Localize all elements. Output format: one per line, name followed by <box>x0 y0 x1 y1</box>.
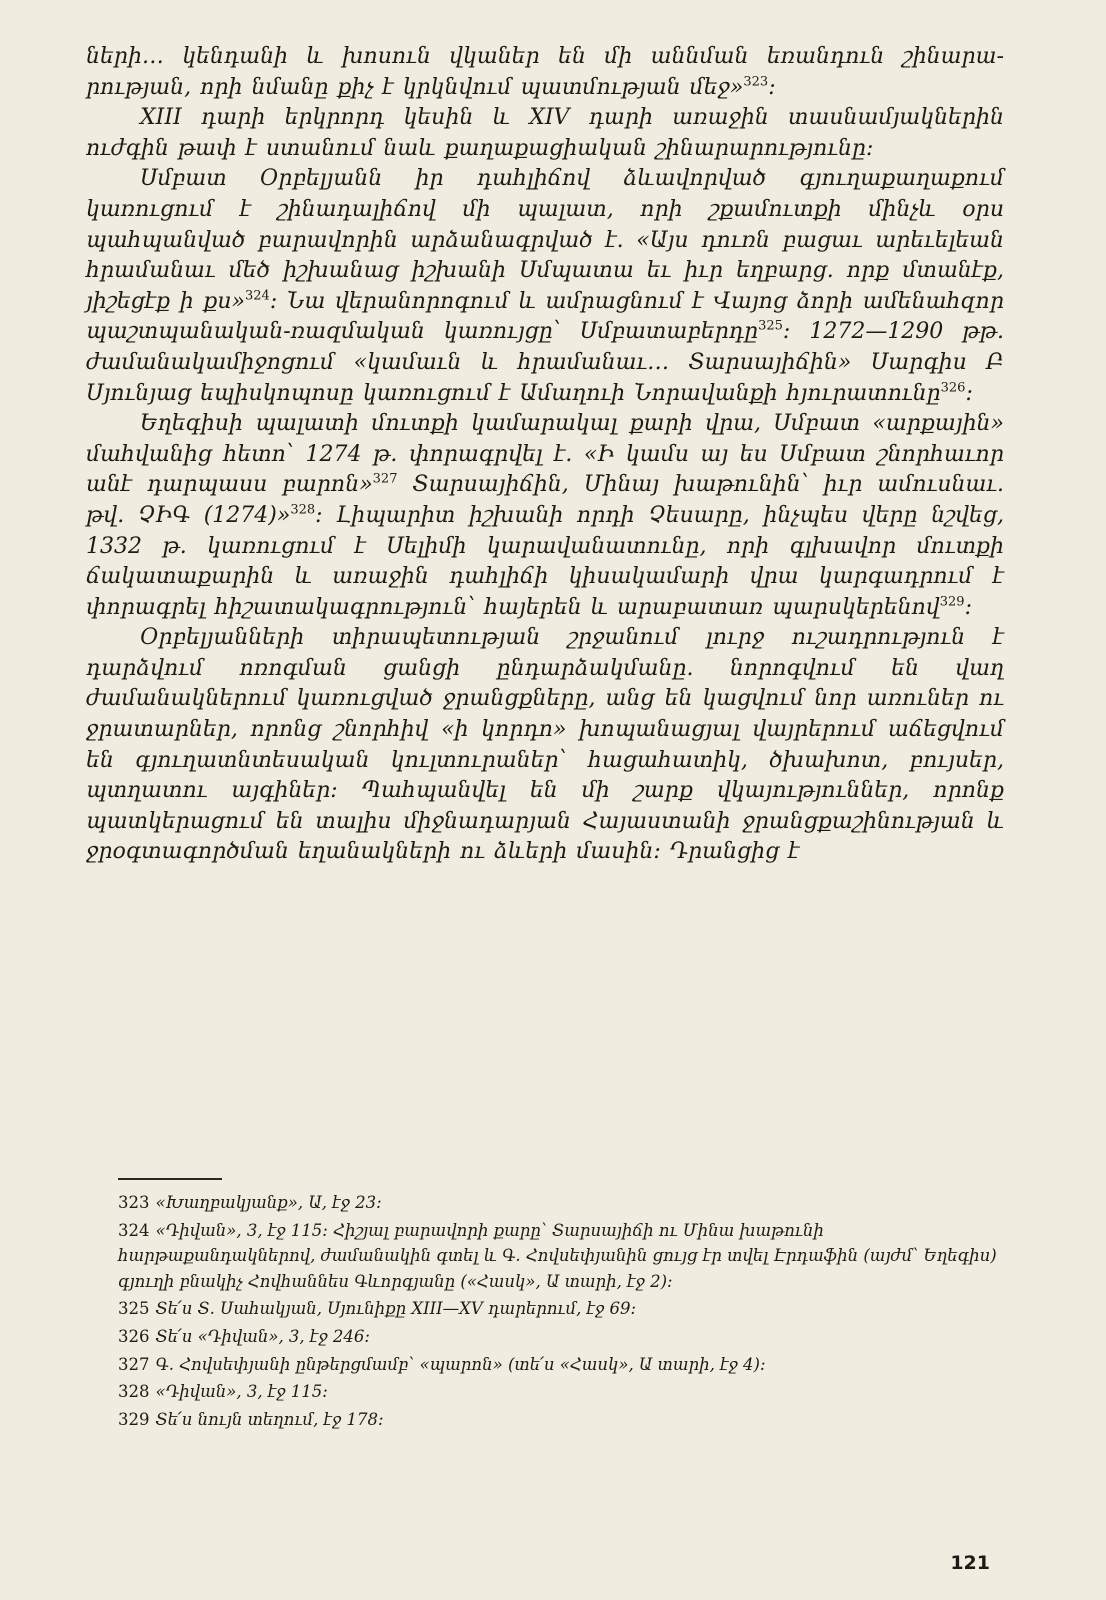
paragraph-text: ։ Լիպարիտ իշխանի որդի Չեսարը, ինչպես վերը նշվեց, 1332 թ. կառուցում է Սելիմի կարավանատունը, որի գլխավոր մուտքի ճակատաքարին և առաջին դահլիճի կիսակամարի վրա կարգադրում է փորագրել հիշատակագրություն՝ հայերեն և արաբատառ պարսկերենով <box>86 502 1004 620</box>
paragraph-text: Օրբելյանների տիրապետության շրջանում լուրջ ուշադրություն է դարձվում ոռոգման ցանցի ընդարձակմանը. նորոգվում են վաղ ժամանակներում կառուցված ջրանցքները, անց են կացվում նոր առուներ ու ջրատարներ, որոնց շնորհիվ «ի կորդո» խոպանացյալ վայրերում աճեցվում են գյուղատնտեսական կուլտուրաներ՝ հացահատիկ, ծխախոտ, բույսեր, պտղատու այգիներ։ Պահպանվել են մի շարք վկայություններ, որոնք պատկերացում են տալիս միջնադարյան Հայաստանի ջրանցքաշինության և ջրօգտագործման եղանակների ու ձևերի մասին։ Դրանցից է <box>86 625 1004 865</box>
paragraph-text: Եղեգիսի պալատի մուտքի կամարակալ քարի վրա, Սմբատ «արքային» մահվանից հետո՝ 1274 թ. փորագրվել է. «Ի կամս այ ես Սմբատ շնորհաւոր անէ դարպասս բարոն» <box>86 411 1004 498</box>
paragraph-text: ։ 1272—1290 թթ. ժամանակամիջոցում «կամաւն և հրամանաւ… Տարսայիճին» Սարգիս Բ Սյունյաց եպիսկոպոսը կառուցում է Ամաղուի Նորավանքի հյուրատունը <box>86 319 1005 406</box>
paragraph-text: Սմբատ Օրբելյանն իր դահլիճով ձևավորված գյուղաքաղաքում կառուցում է շինադալիճով մի պալատ, որի շքամուտքի մինչև օրս պահպանված բարավորին արձանագրված է. «Այս դուռն բացաւ արեւելեան հրամանաւ մեծ իշխանաց իշխանի Սմպատա եւ իւր եղբարց. որք մտանէք, յիշեցէք ի քս» <box>86 166 1004 314</box>
paragraph-text: ների… կենդանի և խոսուն վկաներ են մի աննման եռանդուն շինարա-րության, որի նմանը քիչ է կրկնվում պատմության մեջ» <box>86 44 1004 100</box>
footnote <box>118 1352 1004 1378</box>
footnote <box>118 1379 1004 1405</box>
paragraph-text: ։ <box>965 380 973 406</box>
footnote <box>118 1324 1004 1350</box>
paragraph-text: ։ <box>768 74 776 100</box>
footnote <box>118 1190 1004 1216</box>
footnote-number: 327 <box>118 1354 150 1374</box>
footnote-ref: 327 <box>372 471 398 487</box>
paragraph-text: Տարսայիճին, Մինայ խաթունին՝ իւր ամուսնաւ. թվ. ՉԻԳ (1274)» <box>86 472 1004 528</box>
paragraph-text: ։ Նա վերանորոգում և ամրացնում է Վայոց ձորի ամենահզոր պաշտպանական-ռազմական կառույցը՝ Սմբատաբերդը <box>86 288 1004 345</box>
footnote <box>118 1218 1004 1295</box>
footnote-text: «Դիվան», 3, էջ 115։ <box>155 1382 328 1402</box>
footnote-number: 328 <box>118 1382 150 1402</box>
paragraph-text: XIII դարի երկրորդ կեսին և XIV դարի առաջին տասնամյակներին ուժգին թափ է ստանում նաև քաղաքացիական շինարարությունը։ <box>86 105 1004 161</box>
footnote-text: Տե՛ս նույն տեղում, էջ 178։ <box>155 1409 384 1429</box>
footnote <box>118 1296 1004 1322</box>
footnote-text: «Խաղբակյանք», Ա, էջ 23։ <box>155 1193 382 1212</box>
paragraph <box>86 42 1004 103</box>
footnote-ref: 324 <box>245 288 270 304</box>
footnote-ref: 326 <box>940 380 966 396</box>
footnote-ref: 325 <box>758 319 783 335</box>
paragraph <box>86 623 1004 868</box>
footnote <box>118 1407 1004 1433</box>
footnotes <box>118 1190 1004 1434</box>
footnote-text: Տե՛ս «Դիվան», 3, էջ 246։ <box>155 1326 370 1346</box>
footnote-text: Գ. Հովսեփյանի ընթերցմամբ՝ «պարոն» (տե՛ս «Հասկ», Ա տարի, էջ 4)։ <box>155 1354 766 1374</box>
footnote-ref: 323 <box>743 74 769 90</box>
footnote-number: 323 <box>118 1193 150 1212</box>
footnote-number: 324 <box>118 1220 150 1240</box>
paragraph <box>86 164 1004 409</box>
footnote-number: 329 <box>118 1409 150 1429</box>
main-text <box>86 42 1004 868</box>
footnote-number: 325 <box>118 1299 150 1319</box>
footnote-text: Տե՛ս Տ. Սահակյան, Սյունիքը XIII—XV դարերում, էջ 69։ <box>155 1299 637 1319</box>
paragraph-text: ։ <box>964 594 973 620</box>
footnote-ref: 329 <box>939 594 965 610</box>
page-number: 121 <box>950 1552 990 1574</box>
paragraph <box>86 103 1004 164</box>
footnote-separator <box>118 1178 222 1180</box>
paragraph <box>86 409 1004 623</box>
footnote-text: «Դիվան», 3, էջ 115։ Հիշյալ բարավորի քարը՝ Տարսայիճի ու Մինա խաթունի հարթաքանդակներով, ժամանակին գտել և Գ. Հովսեփյանին ցույց էր տվել Էրդաֆին (այժմ՝ Եղեգիս) գյուղի բնակիչ Հովհաննես Գևորգյանը («Հասկ», Ա տարի, էջ 2)։ <box>118 1220 997 1291</box>
footnote-number: 326 <box>118 1326 150 1346</box>
footnote-ref: 328 <box>290 502 316 518</box>
